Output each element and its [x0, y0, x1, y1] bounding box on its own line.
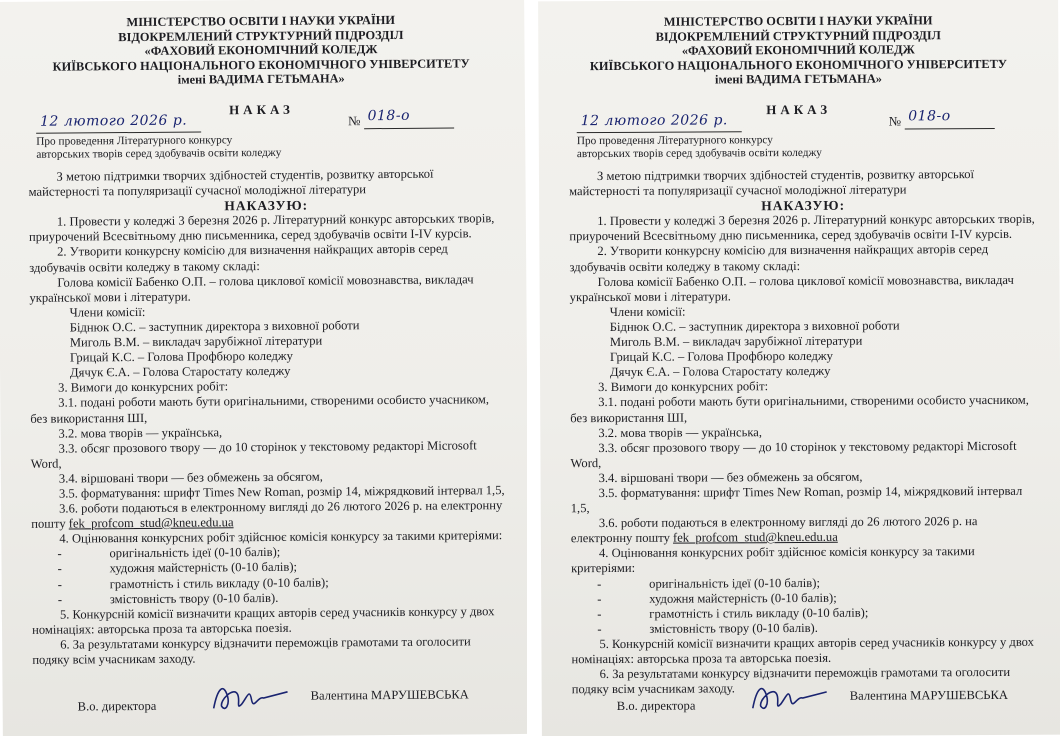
requirement-3-1: 3.1. подані роботи мають бути оригінальними, створеними особисто учасником, без використання ШІ, — [570, 393, 1029, 425]
paragraph-1: 1. Провести у коледжі 3 березня 2026 р. Літературний конкурс авторських творів, приурочений Всесвітньому дню письменника, серед здобувачів освіти І-ІV курсів. — [28, 211, 495, 245]
requirement-3-3: 3.3. обсяг прозового твору — до 10 сторінок у текстовому редакторі Microsoft Word, — [30, 438, 477, 471]
institution-header — [0, 12, 525, 89]
number-field — [364, 107, 454, 129]
member-2: Миголь В.М. – викладач зарубіжної літератури — [609, 333, 863, 350]
member-3: Грицай К.С. – Голова Профбюро коледжу — [609, 348, 833, 365]
commission-chair: Голова комісії Бабенко О.П. – голова циклової комісії мовознавства, викладач української мови і літератури. — [569, 272, 1014, 304]
preamble: З метою підтримки творчих здібностей студентів, розвитку авторської майстерності та популяризації сучасної молодіжної літератури — [569, 167, 975, 199]
signer-position: В.о. директора — [616, 698, 696, 713]
requirement-3-5: 3.5. форматування: шрифт Times New Roman, розмір 14, міжрядковий інтервал 1,5, — [570, 483, 1023, 516]
email-link[interactable]: fek_profcom_stud@kneu.edu.ua — [672, 530, 838, 545]
order-body — [569, 167, 1040, 698]
header-line: КИЇВСЬКОГО НАЦІОНАЛЬНОГО ЕКОНОМІЧНОГО УНІВЕРСИТЕТУ — [589, 56, 1007, 73]
member-2: Миголь В.М. – викладач зарубіжної літератури — [69, 333, 323, 350]
handwritten-date: 12 лютого 2026 р. — [39, 112, 188, 130]
signer-name: Валентина МАРУШЕВСЬКА — [849, 687, 1009, 703]
requirement-3-1: 3.1. подані роботи мають бути оригінальними, створеними особисто учасником, без використання ШІ, — [30, 392, 490, 426]
paragraph-3: 3. Вимоги до конкурсних робіт: — [58, 379, 229, 395]
header-line: КИЇВСЬКОГО НАЦІОНАЛЬНОГО ЕКОНОМІЧНОГО УНІВЕРСИТЕТУ — [52, 56, 470, 74]
subject-line: Про проведення Літературного конкурсу — [36, 134, 233, 148]
paragraph-1: 1. Провести у коледжі 3 березня 2026 р. Літературний конкурс авторських творів, приурочений Всесвітньому дню письменника, серед здобувачів освіти І-ІV курсів. — [569, 212, 1035, 244]
criterion-2: - художня майстерність (0-10 балів); — [597, 590, 837, 606]
header-line: «ФАХОВИЙ ЕКОНОМІЧНИЙ КОЛЕДЖ — [681, 42, 915, 58]
header-line: імені ВАДИМА ГЕТЬМАНА» — [714, 71, 882, 87]
requirement-3-6-text: 3.6. роботи подаються в електронному вигляді до 26 лютого 2026 р. на електронну пошту — [570, 514, 978, 546]
signer-name: Валентина МАРУШЕВСЬКА — [310, 687, 469, 703]
requirement-3-6 — [571, 514, 1039, 547]
criterion-3: - грамотність і стиль викладу (0-10 балів); — [597, 605, 869, 621]
requirement-3-6-text: 3.6. роботи подаються в електронному вигляді до 26 лютого 2026 р. на електронну пошту — [31, 498, 503, 531]
header-line: імені ВАДИМА ГЕТЬМАНА» — [177, 71, 345, 88]
paragraph-2: 2. Утворити конкурсну комісію для визначення найкращих авторів серед здобувачів освіти коледжу в такому складі: — [569, 242, 989, 274]
member-4: Дячук Є.А. – Голова Старостату коледжу — [69, 364, 291, 380]
header-line: МІНІСТЕРСТВО ОСВІТИ І НАУКИ УКРАЇНИ — [126, 12, 396, 30]
order-word: НАКАЗУЮ: — [224, 197, 309, 214]
handwritten-number: 018-о — [908, 108, 951, 125]
criterion-2: - художня майстерність (0-10 балів); — [57, 560, 298, 577]
header-line: «ФАХОВИЙ ЕКОНОМІЧНИЙ КОЛЕДЖ — [144, 42, 378, 59]
number-field — [904, 108, 994, 129]
requirement-3-2: 3.2. мова творів — українська, — [598, 424, 763, 440]
requirement-3-4: 3.4. віршовані твори — без обмежень за обсягом, — [58, 469, 323, 486]
header-line: ВІДОКРЕМЛЕНИЙ СТРУКТУРНИЙ ПІДРОЗДІЛ — [655, 27, 941, 44]
criterion-4: - змістовність твору (0-10 балів). — [57, 590, 279, 607]
signer-position: В.о. директора — [77, 698, 157, 714]
preamble: З метою підтримки творчих здібностей студентів, розвитку авторської майстерності та популяризації сучасної молодіжної літератури — [28, 166, 434, 199]
criterion-4: - змістовність твору (0-10 балів). — [597, 620, 818, 636]
member-1: Біднюк О.С. – заступник директора з виховної роботи — [609, 318, 900, 334]
header-line: МІНІСТЕРСТВО ОСВІТИ І НАУКИ УКРАЇНИ — [663, 13, 933, 29]
header-line: ВІДОКРЕМЛЕНИЙ СТРУКТУРНИЙ ПІДРОЗДІЛ — [118, 27, 404, 44]
paragraph-2: 2. Утворити конкурсну комісію для визначення найкращих авторів серед здобувачів освіти коледжу в такому складі: — [29, 242, 448, 275]
requirement-3-6 — [31, 498, 506, 532]
criterion-1: - оригінальність ідеї (0-10 балів); — [597, 575, 820, 591]
requirement-3-4: 3.4. віршовані твори — без обмежень за обсягом, — [598, 469, 863, 485]
order-body — [28, 166, 507, 668]
order-word: НАКАЗУЮ: — [761, 197, 846, 214]
paragraph-6: 6. За результатами конкурсу відзначити переможців грамотами та оголосити подяку всім учасникам заходу. — [571, 664, 1011, 697]
handwritten-number: 018-о — [367, 107, 411, 125]
paragraph-5: 5. Конкурсній комісії визначити кращих авторів серед учасників конкурсу у двох номінаціях: авторська проза та авторська поезія. — [571, 634, 1034, 667]
handwritten-date: 12 лютого 2026 р. — [580, 112, 728, 130]
paragraph-4: 4. Оцінювання конкурсних робіт здійснює комісія конкурсу за такими критеріями: — [571, 544, 975, 576]
signature-block — [542, 683, 1060, 726]
order-document — [538, 0, 1060, 736]
order-title: НАКАЗ — [228, 101, 294, 118]
paragraph-4: 4. Оцінювання конкурсних робіт здійснює комісія конкурсу за такими критеріями: — [59, 528, 503, 546]
requirement-3-5: 3.5. форматування: шрифт Times New Roman, розмір 14, міжрядковий інтервал 1,5, — [58, 483, 505, 501]
date-field — [577, 114, 742, 133]
number-sign: № — [348, 113, 361, 129]
signature-icon — [207, 678, 297, 719]
subject-line: авторських творів серед здобувачів освіти коледжу — [576, 146, 822, 161]
document-page-right — [538, 0, 1060, 736]
requirement-3-3: 3.3. обсяг прозового твору — до 10 сторінок у текстовому редакторі Microsoft Word, — [570, 438, 1017, 470]
number-sign: № — [888, 113, 902, 129]
email-link[interactable]: fek_profcom_stud@kneu.edu.ua — [68, 515, 234, 531]
order-subject — [36, 134, 281, 162]
member-1: Біднюк О.С. – заступник директора з виховної роботи — [69, 318, 360, 335]
commission-chair: Голова комісії Бабенко О.П. – голова циклової комісії мовознавства, викладач української мови і літератури. — [29, 272, 474, 305]
subject-line: авторських творів серед здобувачів освіти коледжу — [36, 146, 282, 161]
criterion-1: - оригінальність ідеї (0-10 балів); — [57, 545, 281, 561]
criterion-3: - грамотність і стиль викладу (0-10 балів); — [57, 575, 329, 592]
requirement-3-2: 3.2. мова творів — українська, — [58, 424, 223, 441]
institution-header — [538, 13, 1058, 89]
member-3: Грицай К.С. – Голова Профбюро коледжу — [69, 348, 293, 365]
members-label: Члени комісії: — [609, 304, 686, 319]
signature-icon — [747, 678, 837, 718]
order-number — [348, 107, 454, 129]
paragraph-6: 6. За результатами конкурсу відзначити переможців грамотами та оголосити подяку всім учасникам заходу. — [32, 634, 471, 667]
order-title: НАКАЗ — [766, 101, 832, 118]
signature-block — [2, 682, 529, 726]
members-label: Члени комісії: — [69, 304, 146, 320]
subject-line: Про проведення Літературного конкурсу — [576, 134, 773, 148]
member-4: Дячук Є.А. – Голова Старостату коледжу — [609, 364, 831, 380]
paragraph-3: 3. Вимоги до конкурсних робіт: — [598, 379, 769, 395]
paragraph-5: 5. Конкурсній комісії визначити кращих авторів серед учасників конкурсу у двох номінаціях: авторська проза та авторська поезія. — [31, 603, 495, 637]
date-field — [36, 114, 201, 133]
order-subject — [577, 134, 822, 161]
order-number — [888, 108, 995, 130]
